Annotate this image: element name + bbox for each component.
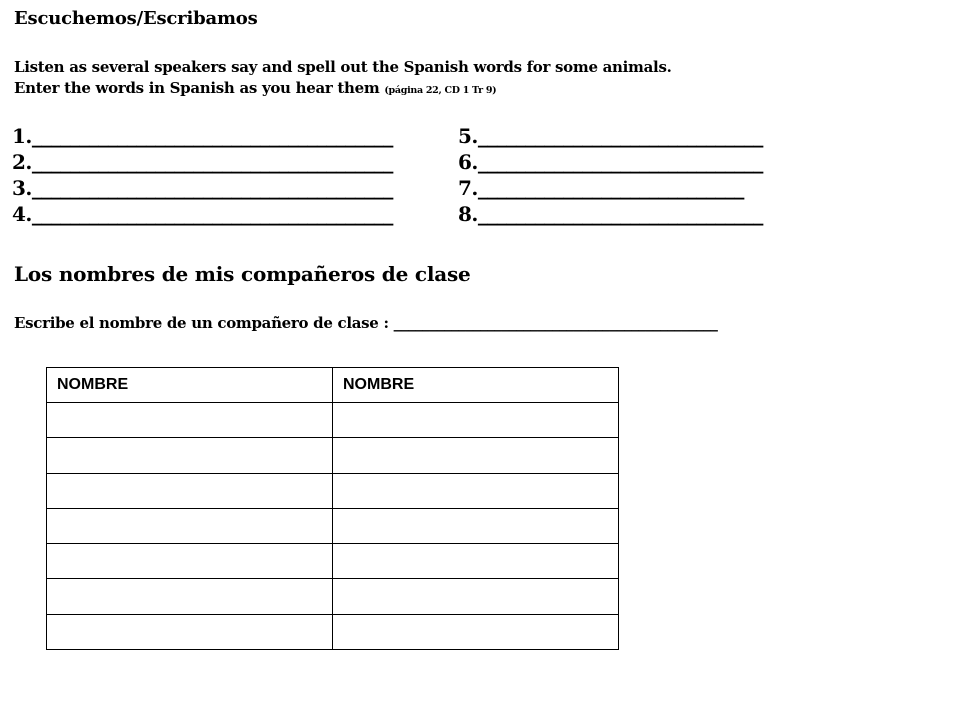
name-cell[interactable] — [333, 438, 619, 473]
names-table — [46, 367, 619, 650]
table-row — [47, 544, 619, 579]
name-cell[interactable] — [47, 508, 333, 543]
column-header-nombre-2: NOMBRE — [333, 368, 619, 403]
answer-blank-4[interactable]: 4.______________________________________ — [12, 202, 393, 226]
answer-blank-5[interactable]: 5.______________________________ — [458, 124, 763, 148]
table-header-row — [47, 368, 619, 403]
names-table-body — [47, 403, 619, 650]
worksheet-title: Escuchemos/Escribamos — [14, 8, 258, 29]
name-cell[interactable] — [333, 544, 619, 579]
audio-reference: (página 22, CD 1 Tr 9) — [384, 85, 497, 96]
column-header-nombre-1: NOMBRE — [47, 368, 333, 403]
table-row — [47, 438, 619, 473]
name-cell[interactable] — [333, 614, 619, 649]
name-cell[interactable] — [47, 614, 333, 649]
name-cell[interactable] — [47, 403, 333, 438]
answer-blank-8[interactable]: 8.______________________________ — [458, 202, 763, 226]
table-row — [47, 579, 619, 614]
answer-blank-7[interactable]: 7.____________________________ — [458, 176, 744, 200]
name-cell[interactable] — [333, 473, 619, 508]
instruction-line-2-main: Enter the words in Spanish as you hear them — [14, 79, 385, 97]
table-row — [47, 508, 619, 543]
instruction-line-2 — [14, 79, 496, 97]
instruction-line-1: Listen as several speakers say and spell out the Spanish words for some animals. — [14, 58, 672, 76]
name-cell[interactable] — [47, 579, 333, 614]
name-cell[interactable] — [333, 508, 619, 543]
classmate-name-prompt[interactable]: Escribe el nombre de un compañero de clase : _____________________________________________ — [14, 314, 718, 332]
answer-blank-3[interactable]: 3.______________________________________ — [12, 176, 393, 200]
table-row — [47, 614, 619, 649]
answer-blank-6[interactable]: 6.______________________________ — [458, 150, 763, 174]
name-cell[interactable] — [47, 473, 333, 508]
name-cell[interactable] — [47, 544, 333, 579]
classmates-heading: Los nombres de mis compañeros de clase — [14, 262, 471, 286]
name-cell[interactable] — [333, 579, 619, 614]
name-cell[interactable] — [47, 438, 333, 473]
name-cell[interactable] — [333, 403, 619, 438]
table-row — [47, 473, 619, 508]
answer-blank-1[interactable]: 1.______________________________________ — [12, 124, 393, 148]
table-row — [47, 403, 619, 438]
answer-blank-2[interactable]: 2.______________________________________ — [12, 150, 393, 174]
